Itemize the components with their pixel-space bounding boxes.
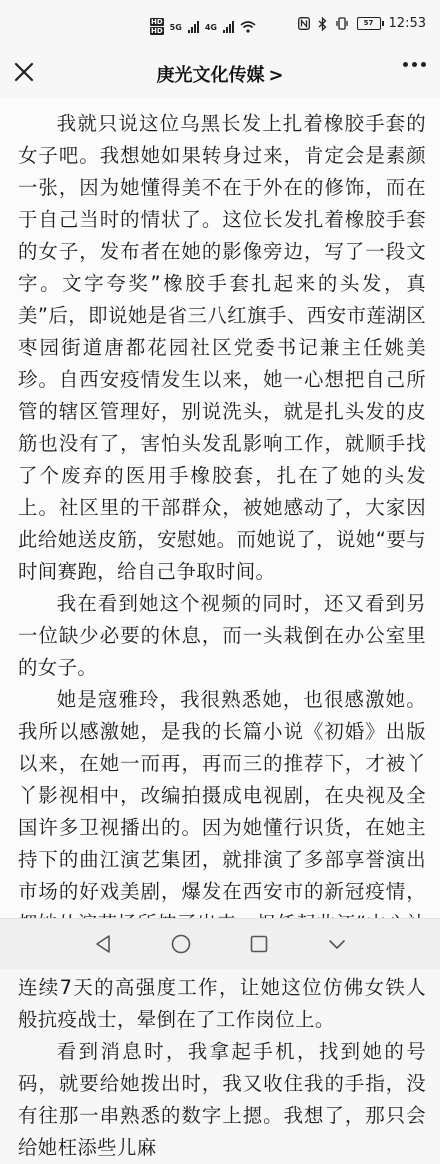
system-navigation-bar [0, 918, 440, 969]
clock: 12:53 [388, 16, 426, 31]
bluetooth-icon [318, 17, 327, 31]
signal-icon-2 [223, 21, 234, 33]
hd-badge [150, 18, 164, 36]
wifi-icon [240, 21, 256, 33]
chevron-right-icon[interactable]: > [268, 65, 284, 86]
paragraph-1: 我就只说这位乌黑长发上扎着橡胶手套的女子吧。我想她如果转身过来，肯定会是素颜一张，因为她懂得美不在于外在的修饰，而在于自己当时的情状了。这位长发扎着橡胶手套的女子，发布者在她的影像旁边，写了一段文字。文字夸奖”橡胶手套扎起来的头发，真美”后，即说她是省三八红旗手、西安市莲湖区枣园街道唐都花园社区党委书记兼主任姚美珍。自西安疫情发生以来，她一心想把自己所管的辖区管理好，别说洗头，就是扎头发的皮筋也没有了，害怕头发乱影响工作，就顺手找了个废弃的医用手橡胶套，扎在了她的头发上。社区里的干部群众，被她感动了，大家因此给她送皮筋，安慰她。而她说了，说她“要与时间赛跑，给自己争取时间。 [18, 112, 426, 583]
network-type-2: 4G [204, 22, 217, 32]
paragraph-4: 看到消息时，我拿起手机，找到她的号码，就要给她拨出时，我又收住我的手指，没有往那一串熟悉的数字上摁。我想了，那只会给她枉添些儿麻 [18, 1040, 426, 1159]
home-icon[interactable] [170, 933, 192, 955]
nfc-icon [298, 17, 310, 30]
recents-icon[interactable] [248, 933, 270, 955]
account-title[interactable] [0, 61, 440, 87]
paragraph-2: 我在看到她这个视频的同时，还又看到另一位缺少必要的休息，而一头栽倒在办公室里的女子。 [18, 592, 426, 679]
network-type-1: 5G [169, 22, 182, 32]
article-content[interactable] [0, 98, 440, 1159]
signal-icon [188, 21, 199, 33]
hide-navbar-icon[interactable] [326, 933, 348, 955]
account-name[interactable]: 庚光文化传媒 [156, 65, 265, 86]
battery-icon: 57 [357, 17, 381, 30]
paragraph-3: 她是寇雅玲，我很熟悉她，也很感激她。我所以感激她，是我的长篇小说《初婚》出版以来，在她一而再，再而三的推荐下，才被丫丫影视相中，改编拍摄成电视剧，在央视及全国许多卫视播出的。因为她懂行识货，在她主持下的曲江演艺集团，就排演了多部享誉演出市场的好戏美剧，爆发在西安市的新冠疫情， 连续7天的高强度工作，让她这位仿佛女铁人般抗疫战士，晕倒在了工作岗位上。 [18, 688, 426, 1031]
hd-label-2: HD [151, 27, 163, 35]
more-options-icon[interactable] [403, 62, 426, 67]
article-body [18, 108, 426, 1164]
status-network-group [150, 18, 256, 36]
hd-label-1: HD [151, 18, 163, 26]
status-bar [0, 0, 440, 46]
back-icon[interactable] [92, 933, 114, 955]
vibrate-icon [335, 17, 349, 30]
status-system-group [298, 16, 426, 31]
nav-bar [0, 46, 440, 98]
